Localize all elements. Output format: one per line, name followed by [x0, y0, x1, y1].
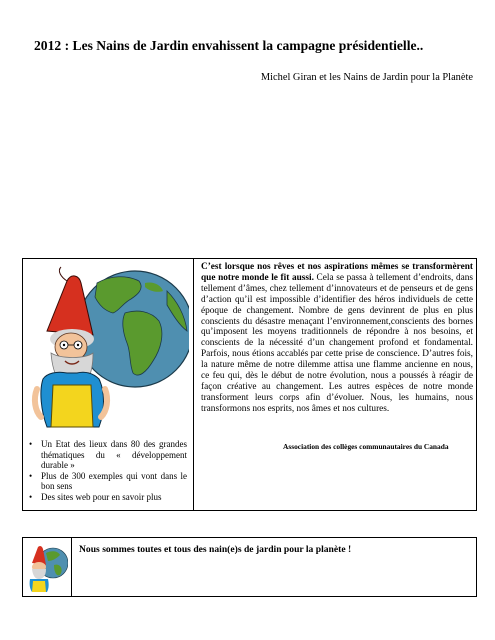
slogan-text: Nous sommes toutes et tous des nain(e)s de jardin pour la planète !	[79, 544, 352, 555]
author-line: Michel Giran et les Nains de Jardin pour la Planète	[260, 72, 473, 83]
quote-text	[201, 262, 473, 415]
quote-lead: C’est lorsque nos rêves et nos aspirations mêmes se transformèrent que notre monde le fit aussi.	[201, 262, 473, 283]
quote-body: Cela se passa à tellement d’endroits, dans tellement d’âmes, chez tellement d’innovateurs et de penseurs et de gens d’action qu’il est impossible d’identifier des héros individuels de cette époque de changement. Nombre de gens devinrent de plus en plus conscients du désastre menaçant l’environnement,conscients des bornes qu’imposent les moyens traditionnels de répondre à nos besoins, et conscients de la nécessité d’un changement profond et fondamental. Parfois, nous étions accablés par cette prise de conscience. D’autres fois, la nature même de notre dilemme attisa une flamme ancienne en nous, ce feu qui, dès le début de notre évolution, nous a poussés à réagir de façon créative au changement. Les autres espèces de notre monde transforment leurs corps afin d’évoluer. Nous, les humains, nous transformons nos esprits, nos âmes et nos cultures.	[201, 272, 473, 414]
column-divider	[193, 259, 194, 510]
quote-attribution: Association des collèges communautaires du Canada	[283, 442, 449, 451]
column-divider	[71, 538, 72, 596]
page-title: 2012 : Les Nains de Jardin envahissent la campagne présidentielle..	[34, 38, 424, 53]
gnome-globe-illustration	[27, 261, 189, 431]
globe-icon	[77, 271, 189, 387]
list-item: • Plus de 300 exemples qui vont dans le bon sens	[29, 471, 187, 492]
features-list	[29, 439, 187, 502]
list-item: • Un Etat des lieux dans 80 des grandes thématiques du « développement durable »	[29, 439, 187, 471]
intro-box	[22, 258, 477, 511]
slogan-box	[22, 537, 477, 597]
gnome-globe-icon	[26, 541, 68, 593]
list-item: • Des sites web pour en savoir plus	[29, 492, 187, 503]
